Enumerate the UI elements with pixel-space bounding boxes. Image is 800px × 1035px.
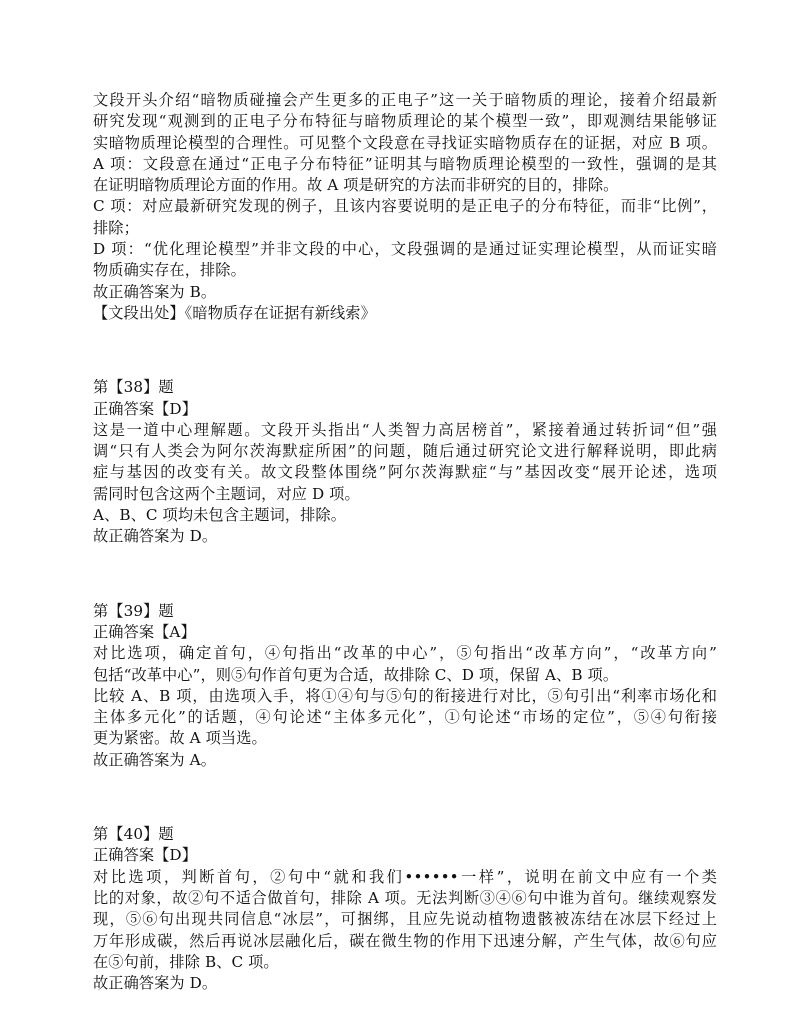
explanation-line: 调“只有人类会为阿尔茨海默症所困”的问题，随后通过研究论文进行解释说明，即此病 <box>93 442 717 461</box>
explanation-line: 对比选项，确定首句，④句指出“改革的中心”，⑤句指出“改革方向”，“改革方向” <box>93 644 717 663</box>
correct-answer: 正确答案【D】 <box>93 399 198 418</box>
explanation-line: 万年形成碳，然后再说冰层融化后，碳在微生物的作用下迅速分解，产生气体，故⑥句应 <box>93 931 717 950</box>
explanation-line: 这是一道中心理解题。文段开头指出“人类智力高居榜首”，紧接着通过转折词“但”强 <box>93 420 717 439</box>
explanation-line: 包括“改革中心”，则⑤句作首句更为合适，故排除 C、D 项，保留 A、B 项。 <box>93 665 619 684</box>
intro-explanation <box>93 90 717 324</box>
explanation-line: 在⑤句前，排除 B、C 项。 <box>93 952 279 971</box>
intro-line: 排除； <box>93 218 139 237</box>
source-citation: 【文段出处】《暗物质存在证据有新线索》 <box>93 303 376 322</box>
intro-line: 在证明暗物质理论方面的作用。故 A 项是研究的方法而非研究的目的，排除。 <box>93 176 619 195</box>
question-number: 第【39】题 <box>93 601 174 620</box>
correct-answer: 正确答案【A】 <box>93 622 196 641</box>
explanation-line: 比较 A、B 项，由选项入手，将①④句与⑤句的衔接进行对比，⑤句引出“利率市场化和 <box>93 686 717 705</box>
explanation-line: 症与基因的改变有关。故文段整体围绕”阿尔茨海默症“与”基因改变“展开论述，选项 <box>93 463 717 482</box>
correct-answer: 正确答案【D】 <box>93 846 198 865</box>
explanation-line: 主体多元化”的话题，④句论述“主体多元化”，①句论述“市场的定位”，⑤④句衔接 <box>93 708 717 727</box>
intro-line: 物质确实存在，排除。 <box>93 261 246 280</box>
explanation-line: 对比选项，判断首句，②句中“就和我们••••••一样”，说明在前文中应有一个类 <box>93 867 717 886</box>
intro-line: A 项：文段意在通过“正电子分布特征”证明其与暗物质理论模型的一致性，强调的是其 <box>93 154 717 173</box>
question-40 <box>93 824 717 994</box>
document-page <box>93 90 717 994</box>
explanation-line: A、B、C 项均未包含主题词，排除。 <box>93 506 347 525</box>
intro-line: 实暗物质理论模型的合理性。可见整个文段意在寻找证实暗物质存在的证据，对应 B 项。 <box>93 133 717 152</box>
final-answer-line: 故正确答案为 A。 <box>93 750 217 769</box>
explanation-line: 更为紧密。故 A 项当选。 <box>93 729 267 748</box>
intro-line: 文段开头介绍“暗物质碰撞会产生更多的正电子”这一关于暗物质的理论，接着介绍最新 <box>93 91 717 109</box>
question-39 <box>93 601 717 771</box>
question-number: 第【40】题 <box>93 825 174 844</box>
question-number: 第【38】题 <box>93 378 174 397</box>
explanation-line: 需同时包含这两个主题词，对应 D 项。 <box>93 484 360 503</box>
intro-answer-line: 故正确答案为 B。 <box>93 282 217 301</box>
explanation-line: 比的对象，故②句不适合做首句，排除 A 项。无法判断③④⑥句中谁为首句。继续观察发 <box>93 888 717 907</box>
intro-line: D 项：“优化理论模型”并非文段的中心，文段强调的是通过证实理论模型，从而证实暗 <box>93 240 717 259</box>
final-answer-line: 故正确答案为 D。 <box>93 527 218 546</box>
intro-line: 研究发现“观测到的正电子分布特征与暗物质理论的某个模型一致”，即观测结果能够证 <box>93 112 717 131</box>
question-38 <box>93 377 717 547</box>
final-answer-line: 故正确答案为 D。 <box>93 974 218 993</box>
intro-line: C 项：对应最新研究发现的例子，且该内容要说明的是正电子的分布特征，而非“比例”， <box>93 197 717 216</box>
explanation-line: 现，⑤⑥句出现共同信息“冰层”，可捆绑，且应先说动植物遗骸被冻结在冰层下经过上 <box>93 910 717 929</box>
